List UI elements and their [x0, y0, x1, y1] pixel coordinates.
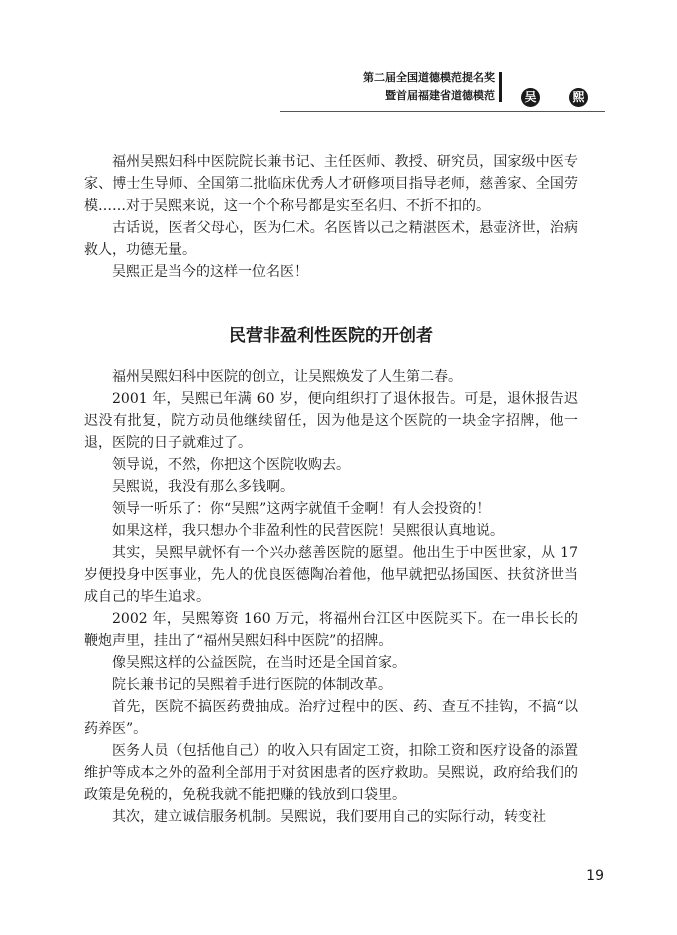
paragraph: 首先，医院不搞医药费抽成。治疗过程中的医、药、查互不挂钩，不搞“以药养医”。 — [84, 699, 578, 737]
paragraph: 吴熙说，我没有那么多钱啊。 — [112, 479, 294, 495]
header-rule — [280, 111, 605, 112]
paragraph: 像吴熙这样的公益医院，在当时还是全国首家。 — [112, 655, 406, 671]
header-award-line: 第二届全国道德模范提名奖 — [363, 71, 495, 84]
paragraph: 如果这样，我只想办个非盈利性的民营医院！吴熙很认真地说。 — [112, 523, 504, 539]
paragraph: 福州吴熙妇科中医院的创立，让吴熙焕发了人生第二春。 — [112, 369, 462, 385]
intro-text — [84, 151, 578, 283]
paragraph: 吴熙正是当今的这样一位名医！ — [112, 264, 308, 280]
section-title: 民营非盈利性医院的开创者 — [229, 326, 433, 346]
paragraph: 2002 年，吴熙筹资 160 万元，将福州台江区中医院买下。在一串长长的鞭炮声里，挂出了“福州吴熙妇科中医院”的招牌。 — [84, 611, 578, 649]
header-title-line: 暨首届福建省道德模范 — [385, 89, 495, 102]
header-name-char-2: 熙 — [569, 88, 588, 107]
paragraph: 2001 年，吴熙已年满 60 岁，便向组织打了退休报告。可是，退休报告迟迟没有批复，院方动员他继续留任，因为他是这个医院的一块金字招牌，他一退，医院的日子就难过了。 — [84, 391, 578, 451]
paragraph: 其实，吴熙早就怀有一个兴办慈善医院的愿望。他出生于中医世家，从 17 岁便投身中医事业，先人的优良医德陶冶着他，他早就把弘扬国医、扶贫济世当成自己的毕生追求。 — [84, 545, 578, 605]
paragraph: 领导一听乐了：你“吴熙”这两字就值千金啊！有人会投资的！ — [112, 501, 491, 517]
header-name-char-1: 吴 — [521, 88, 540, 107]
body-text — [84, 366, 578, 828]
header-divider-bar — [499, 72, 502, 102]
paragraph: 领导说，不然，你把这个医院收购去。 — [112, 457, 350, 473]
paragraph: 医务人员（包括他自己）的收入只有固定工资，扣除工资和医疗设备的添置维护等成本之外的盈利全部用于对贫困患者的医疗救助。吴熙说，政府给我们的政策是免税的，免税我就不能把赚的钱放到口袋里。 — [84, 743, 578, 803]
page-number: 19 — [586, 868, 604, 884]
paragraph: 古话说，医者父母心，医为仁术。名医皆以己之精湛医术，悬壶济世，治病救人，功德无量。 — [84, 220, 578, 258]
paragraph: 福州吴熙妇科中医院院长兼书记、主任医师、教授、研究员，国家级中医专家、博士生导师、全国第二批临床优秀人才研修项目指导老师，慈善家、全国劳模……对于吴熙来说，这一个个称号都是实至名归、不折不扣的。 — [84, 154, 578, 214]
paragraph: 院长兼书记的吴熙着手进行医院的体制改革。 — [112, 677, 392, 693]
paragraph: 其次，建立诚信服务机制。吴熙说，我们要用自己的实际行动，转变社 — [112, 809, 546, 825]
